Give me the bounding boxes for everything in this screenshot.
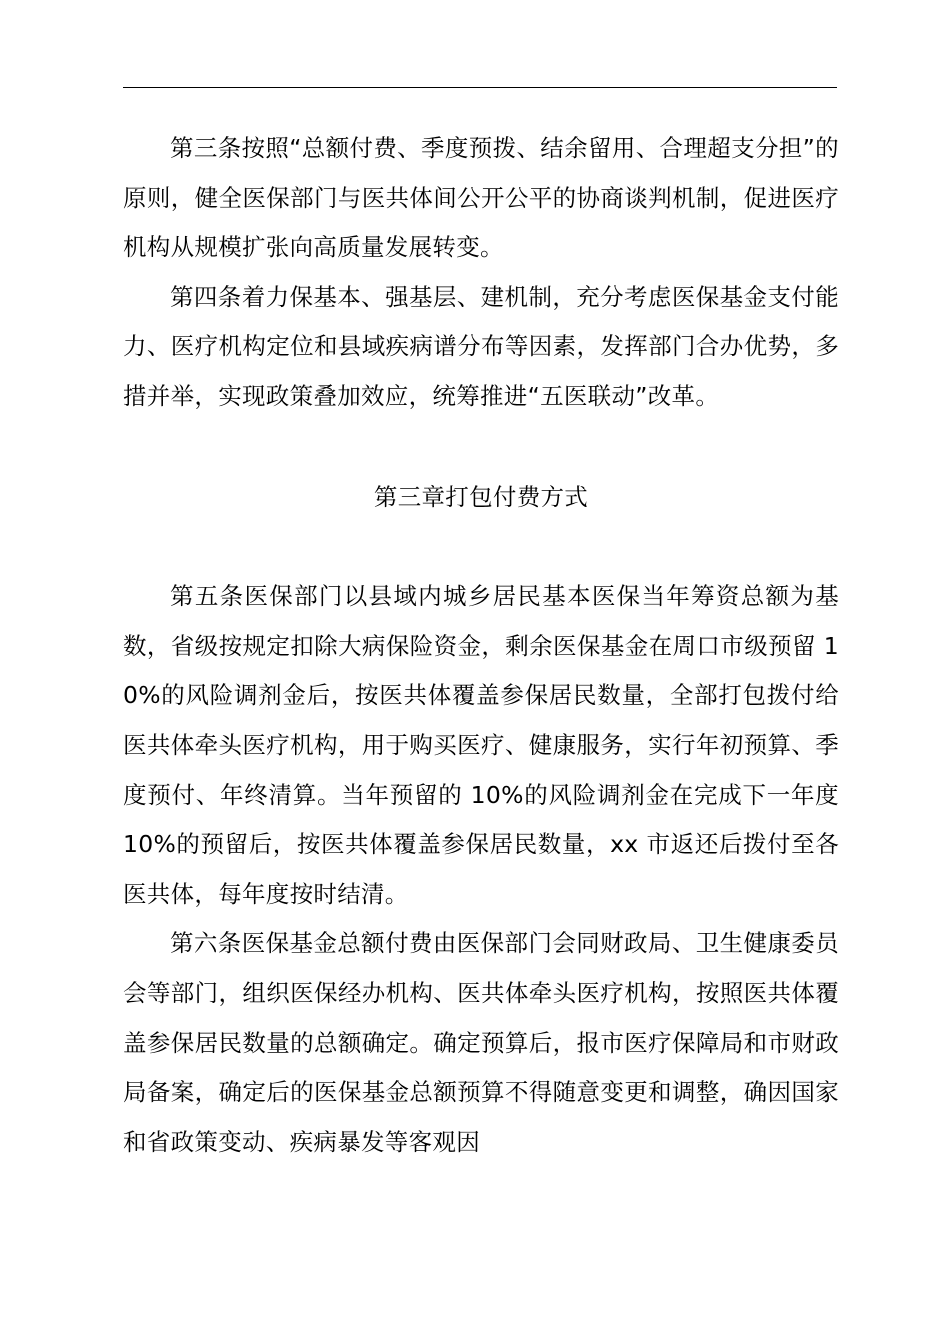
document-body <box>123 124 839 1167</box>
article-5-paragraph: 第五条医保部门以县域内城乡居民基本医保当年筹资总额为基数，省级按规定扣除大病保险资金，剩余医保基金在周口市级预留 10%的风险调剂金后，按医共体覆盖参保居民数量，全部打包拨付给医共体牵头医疗机构，用于购买医疗、健康服务，实行年初预算、季度预付、年终清算。当年预留的 10%的风险调剂金在完成下一年度 10%的预留后，按医共体覆盖参保居民数量，xx 市返还后拨付至各医共体，每年度按时结清。 <box>123 582 839 908</box>
header-rule <box>123 87 837 88</box>
article-3-paragraph: 第三条按照“总额付费、季度预拨、结余留用、合理超支分担”的原则，健全医保部门与医共体间公开公平的协商谈判机制，促进医疗机构从规模扩张向高质量发展转变。 <box>123 134 839 262</box>
chapter-title: 第三章打包付费方式 <box>373 482 589 511</box>
article-4-paragraph: 第四条着力保基本、强基层、建机制，充分考虑医保基金支付能力、医疗机构定位和县域疾病谱分布等因素，发挥部门合办优势，多措并举，实现政策叠加效应，统筹推进“五医联动”改革。 <box>123 282 839 410</box>
article-6-paragraph: 第六条医保基金总额付费由医保部门会同财政局、卫生健康委员会等部门，组织医保经办机构、医共体牵头医疗机构，按照医共体覆盖参保居民数量的总额确定。确定预算后，报市医疗保障局和市财政局备案，确定后的医保基金总额预算不得随意变更和调整，确因国家和省政策变动、疾病暴发等客观因 <box>123 929 839 1156</box>
